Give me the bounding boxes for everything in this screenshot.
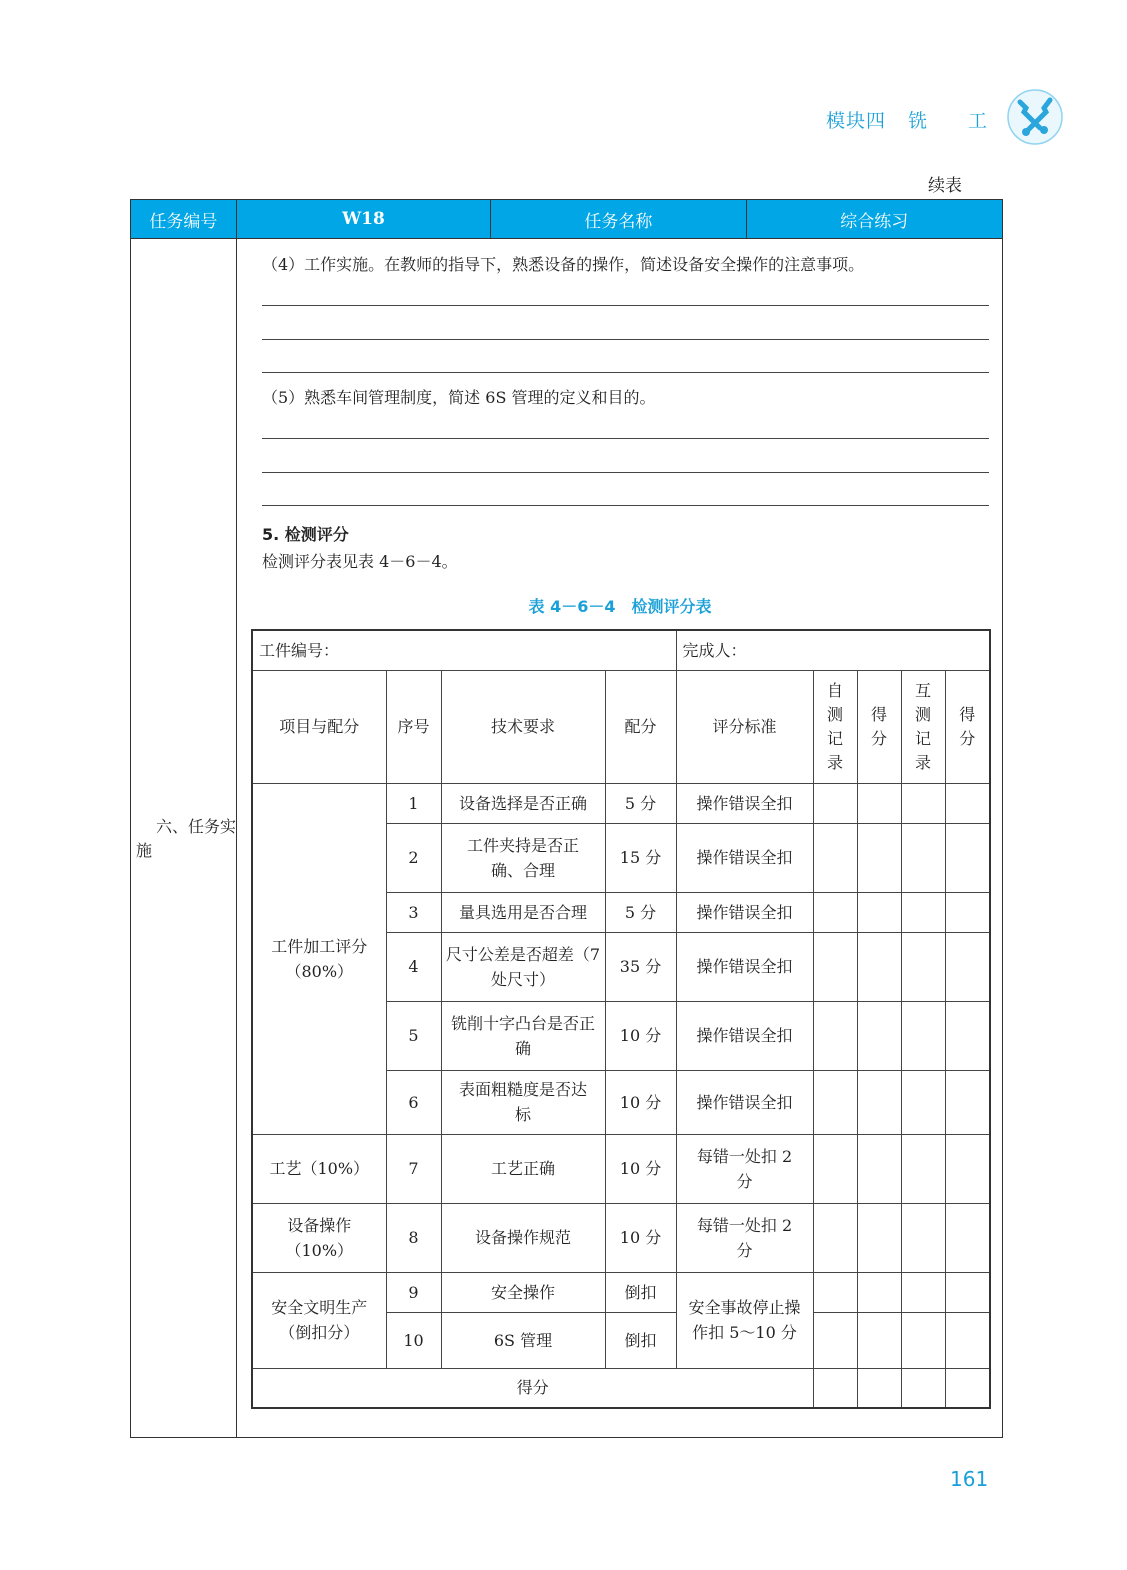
- task-name: 综合练习: [840, 211, 909, 232]
- score-cell[interactable]: [901, 1001, 945, 1070]
- workpiece-no-field[interactable]: 工件编号：: [252, 630, 676, 670]
- score-cell[interactable]: [857, 1368, 901, 1408]
- row-req: 铣削十字凸台是否正确: [441, 1001, 605, 1070]
- row-req: 尺寸公差是否超差（7 处尺寸）: [441, 932, 605, 1001]
- score-cell[interactable]: [813, 1134, 857, 1203]
- table-row: [252, 783, 990, 823]
- row-score: 10 分: [605, 1203, 676, 1272]
- row-std: 安全事故停止操作扣 5～10 分: [676, 1272, 813, 1368]
- row-no: 8: [386, 1203, 441, 1272]
- section-5-title: 5. 检测评分: [262, 525, 349, 544]
- row-std: 操作错误全扣: [676, 892, 813, 932]
- section-5-desc: 检测评分表见表 4－6－4。: [262, 552, 458, 571]
- row-req: 6S 管理: [441, 1312, 605, 1368]
- answer-line[interactable]: [262, 472, 989, 473]
- col-header: 自测记录: [813, 670, 857, 783]
- col-header: 序号: [386, 670, 441, 783]
- row-no: 6: [386, 1070, 441, 1134]
- score-cell[interactable]: [813, 1001, 857, 1070]
- score-cell[interactable]: [857, 892, 901, 932]
- row-req: 工艺正确: [441, 1134, 605, 1203]
- col-header: 得分: [857, 670, 901, 783]
- score-cell[interactable]: [901, 1070, 945, 1134]
- score-cell[interactable]: [945, 1203, 990, 1272]
- score-cell[interactable]: [901, 823, 945, 892]
- score-cell[interactable]: [813, 892, 857, 932]
- row-no: 9: [386, 1272, 441, 1312]
- row-score: 15 分: [605, 823, 676, 892]
- score-cell[interactable]: [945, 1134, 990, 1203]
- row-req: 表面粗糙度是否达标: [441, 1070, 605, 1134]
- answer-line[interactable]: [262, 339, 989, 340]
- running-head: [826, 106, 1010, 133]
- scoring-table: [251, 629, 991, 1409]
- score-cell[interactable]: [901, 1203, 945, 1272]
- chapter-title-b: 工: [968, 110, 989, 132]
- chapter-title-a: 铣: [908, 110, 929, 132]
- task-no-label: 任务编号: [131, 200, 237, 238]
- answer-line[interactable]: [262, 505, 989, 506]
- row-std: 操作错误全扣: [676, 783, 813, 823]
- score-cell[interactable]: [945, 892, 990, 932]
- col-header: 得分: [945, 670, 990, 783]
- question-4: （4）工作实施。在教师的指导下，熟悉设备的操作，简述设备安全操作的注意事项。: [262, 255, 865, 274]
- score-cell[interactable]: [813, 1203, 857, 1272]
- score-cell[interactable]: [813, 1070, 857, 1134]
- group-label: 工艺（10%）: [252, 1134, 386, 1203]
- score-cell[interactable]: [945, 1070, 990, 1134]
- score-cell[interactable]: [945, 1312, 990, 1368]
- module-label: 模块四: [826, 110, 887, 132]
- row-std: 每错一处扣 2 分: [676, 1134, 813, 1203]
- row-score: 倒扣: [605, 1272, 676, 1312]
- section-label: 六、任务实施: [136, 817, 237, 860]
- score-cell[interactable]: [945, 783, 990, 823]
- row-no: 3: [386, 892, 441, 932]
- row-req: 量具选用是否合理: [441, 892, 605, 932]
- wrench-logo-icon: [1006, 88, 1064, 146]
- score-cell[interactable]: [945, 823, 990, 892]
- row-score: 5 分: [605, 783, 676, 823]
- score-cell[interactable]: [901, 892, 945, 932]
- score-cell[interactable]: [901, 1134, 945, 1203]
- table-row: [252, 1272, 990, 1312]
- table-row: [252, 1203, 990, 1272]
- task-header: [130, 199, 1003, 239]
- finisher-field[interactable]: 完成人：: [676, 630, 990, 670]
- score-cell[interactable]: [901, 783, 945, 823]
- score-cell[interactable]: [813, 1312, 857, 1368]
- score-cell[interactable]: [813, 1272, 857, 1312]
- col-header: 互测记录: [901, 670, 945, 783]
- continued-label: 续表: [928, 176, 962, 196]
- score-cell[interactable]: [857, 1272, 901, 1312]
- score-cell[interactable]: [945, 1272, 990, 1312]
- score-cell[interactable]: [901, 932, 945, 1001]
- row-score: 10 分: [605, 1070, 676, 1134]
- group-label: 工件加工评分（80%）: [252, 783, 386, 1134]
- row-req: 设备选择是否正确: [441, 783, 605, 823]
- row-no: 7: [386, 1134, 441, 1203]
- score-cell[interactable]: [813, 823, 857, 892]
- row-std: 操作错误全扣: [676, 823, 813, 892]
- score-cell[interactable]: [857, 1070, 901, 1134]
- score-cell[interactable]: [857, 783, 901, 823]
- score-cell[interactable]: [901, 1272, 945, 1312]
- row-score: 5 分: [605, 892, 676, 932]
- row-req: 安全操作: [441, 1272, 605, 1312]
- score-cell[interactable]: [945, 1368, 990, 1408]
- row-no: 10: [386, 1312, 441, 1368]
- score-cell[interactable]: [813, 932, 857, 1001]
- table-row: [252, 1134, 990, 1203]
- page-number: 161: [950, 1467, 989, 1491]
- column-divider: [236, 239, 237, 1438]
- score-cell[interactable]: [857, 932, 901, 1001]
- total-label: 得分: [252, 1368, 813, 1408]
- row-no: 2: [386, 823, 441, 892]
- table-caption: 表 4－6－4 检测评分表: [528, 597, 712, 616]
- group-label: 安全文明生产（倒扣分）: [252, 1272, 386, 1368]
- row-std: 操作错误全扣: [676, 1001, 813, 1070]
- score-cell[interactable]: [901, 1368, 945, 1408]
- row-req: 设备操作规范: [441, 1203, 605, 1272]
- row-no: 4: [386, 932, 441, 1001]
- total-row: [252, 1368, 990, 1408]
- row-std: 操作错误全扣: [676, 1070, 813, 1134]
- row-score: 倒扣: [605, 1312, 676, 1368]
- col-header: 评分标准: [676, 670, 813, 783]
- row-no: 5: [386, 1001, 441, 1070]
- row-std: 操作错误全扣: [676, 932, 813, 1001]
- task-no: W18: [237, 200, 491, 238]
- score-cell[interactable]: [945, 932, 990, 1001]
- group-label: 设备操作（10%）: [252, 1203, 386, 1272]
- score-cell[interactable]: [901, 1312, 945, 1368]
- question-5: （5）熟悉车间管理制度，简述 6S 管理的定义和目的。: [262, 388, 656, 407]
- score-cell[interactable]: [813, 1368, 857, 1408]
- row-score: 10 分: [605, 1001, 676, 1070]
- col-header: 项目与配分: [252, 670, 386, 783]
- row-req: 工件夹持是否正确、合理: [441, 823, 605, 892]
- score-cell[interactable]: [945, 1001, 990, 1070]
- answer-line[interactable]: [262, 372, 989, 373]
- col-header: 技术要求: [441, 670, 605, 783]
- col-header: 配分: [605, 670, 676, 783]
- row-no: 1: [386, 783, 441, 823]
- row-score: 10 分: [605, 1134, 676, 1203]
- score-cell[interactable]: [857, 1203, 901, 1272]
- score-cell[interactable]: [813, 783, 857, 823]
- task-name-label: 任务名称: [491, 200, 746, 238]
- row-score: 35 分: [605, 932, 676, 1001]
- answer-line[interactable]: [262, 305, 989, 306]
- score-cell[interactable]: [857, 1312, 901, 1368]
- row-std: 每错一处扣 2 分: [676, 1203, 813, 1272]
- score-cell[interactable]: [857, 823, 901, 892]
- answer-line[interactable]: [262, 438, 989, 439]
- score-cell[interactable]: [857, 1001, 901, 1070]
- score-cell[interactable]: [857, 1134, 901, 1203]
